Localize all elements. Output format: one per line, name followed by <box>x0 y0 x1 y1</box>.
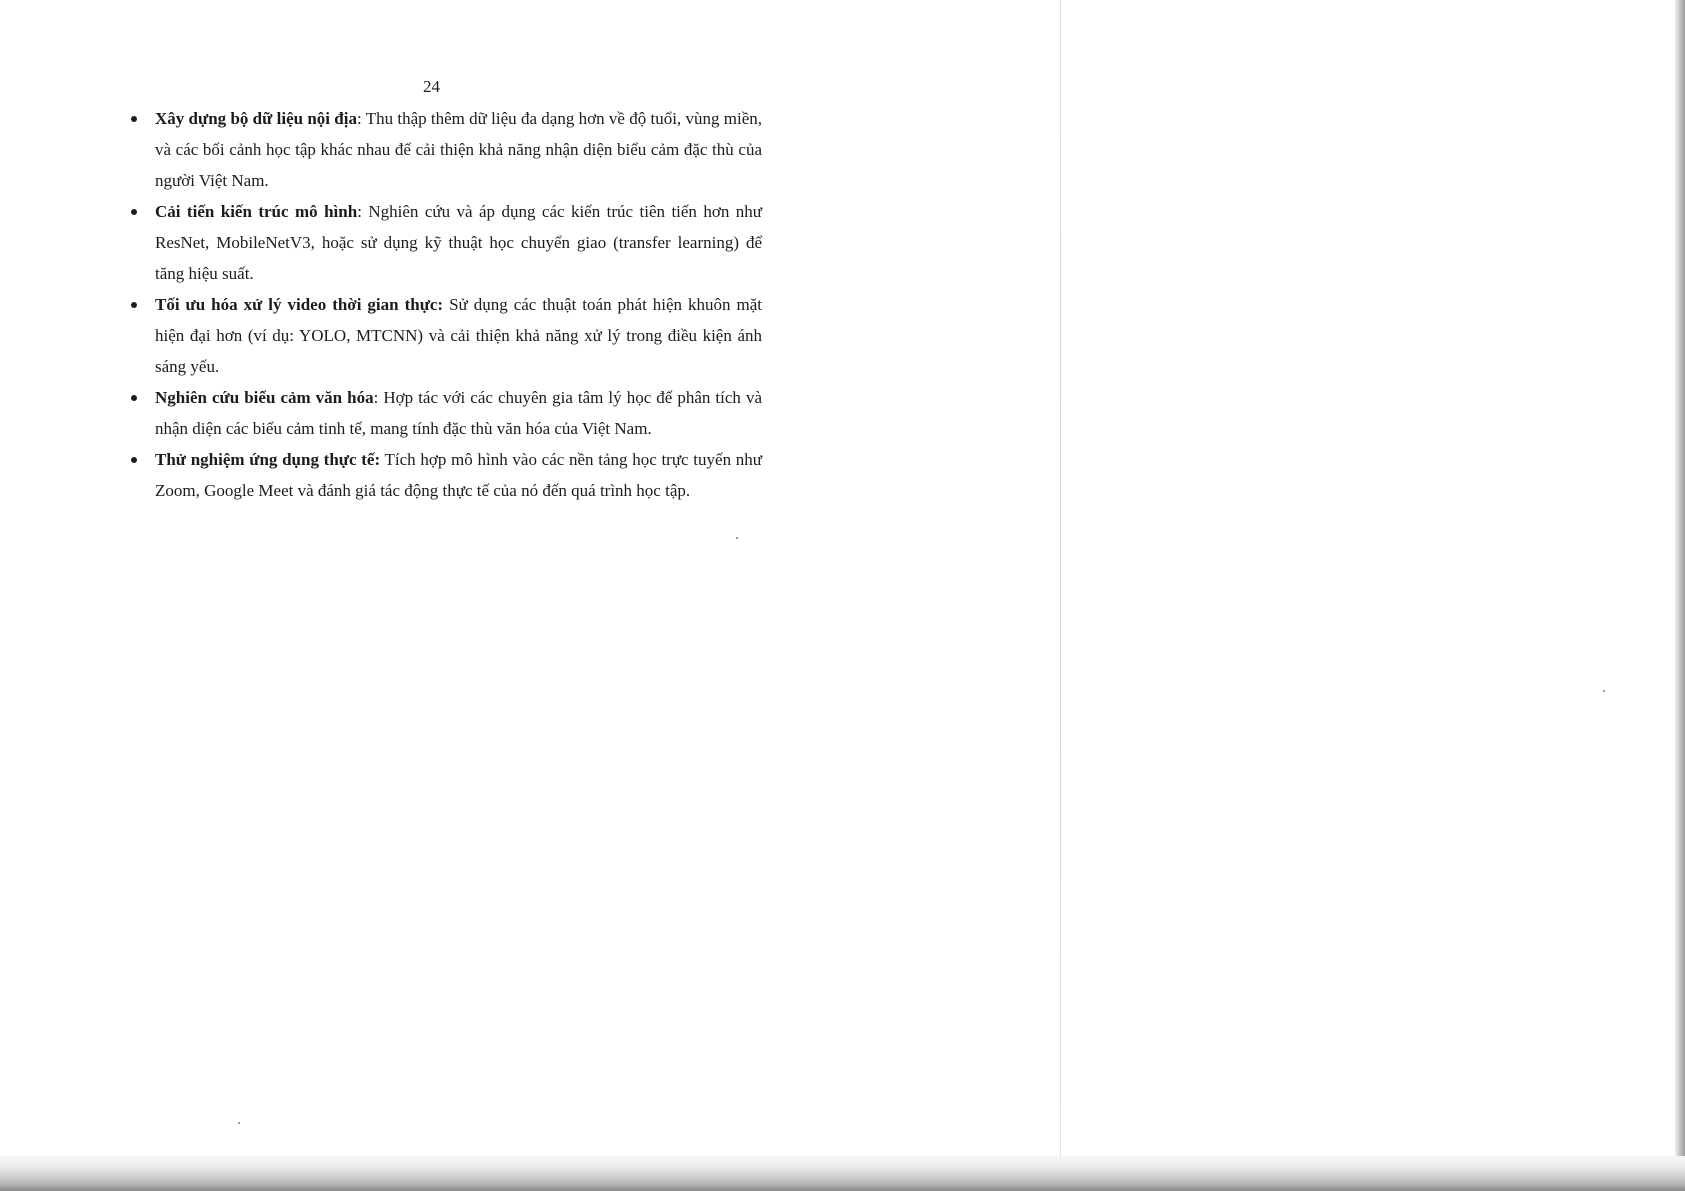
bullet-lead: Xây dựng bộ dữ liệu nội địa <box>155 109 357 128</box>
bullet-text: Sử dụng các thuật toán phát hiện khuôn mặt hiện đại hơn (ví dụ: YOLO, MTCNN) và cải thiện khả năng xử lý trong điều kiện ánh sáng yếu. <box>155 295 763 376</box>
scan-speck <box>1603 690 1605 692</box>
bullet-icon <box>131 209 137 215</box>
bullet-text: : Nghiên cứu và áp dụng các kiến trúc tiên tiến hơn như ResNet, MobileNetV3, hoặc sử dụng kỹ thuật học chuyển giao (transfer learning) để tăng hiệu suất. <box>155 202 763 283</box>
bullet-icon <box>131 302 137 308</box>
bullet-lead: Cải tiến kiến trúc mô hình <box>155 202 358 221</box>
list-item <box>155 196 762 289</box>
future-work-list <box>155 103 762 506</box>
scan-edge-bottom <box>0 1156 1685 1191</box>
bullet-text: : Thu thập thêm dữ liệu đa dạng hơn về độ tuổi, vùng miền, và các bối cảnh học tập khác nhau để cải thiện khả năng nhận diện biểu cảm đặc thù của người Việt Nam. <box>155 109 762 190</box>
bullet-lead: Thử nghiệm ứng dụng thực tế: <box>155 450 381 469</box>
bullet-lead: Tối ưu hóa xử lý video thời gian thực: <box>155 295 444 314</box>
book-fold <box>1060 0 1061 1191</box>
list-item <box>155 444 762 506</box>
bullet-icon <box>131 457 137 463</box>
bullet-text: Tích hợp mô hình vào các nền tảng học trực tuyến như Zoom, Google Meet và đánh giá tác động thực tế của nó đến quá trình học tập. <box>155 450 762 500</box>
list-item <box>155 382 762 444</box>
scan-speck <box>736 537 738 539</box>
page-number: 24 <box>423 77 440 96</box>
bullet-text: : Hợp tác với các chuyên gia tâm lý học để phân tích và nhận diện các biểu cảm tinh tế, mang tính đặc thù văn hóa của Việt Nam. <box>155 388 763 438</box>
bullet-lead: Nghiên cứu biểu cảm văn hóa <box>155 388 374 407</box>
scan-edge-right <box>1675 0 1685 1191</box>
scan-speck <box>238 1122 240 1124</box>
bullet-icon <box>131 116 137 122</box>
list-item <box>155 289 762 382</box>
list-item <box>155 103 762 196</box>
bullet-icon <box>131 395 137 401</box>
